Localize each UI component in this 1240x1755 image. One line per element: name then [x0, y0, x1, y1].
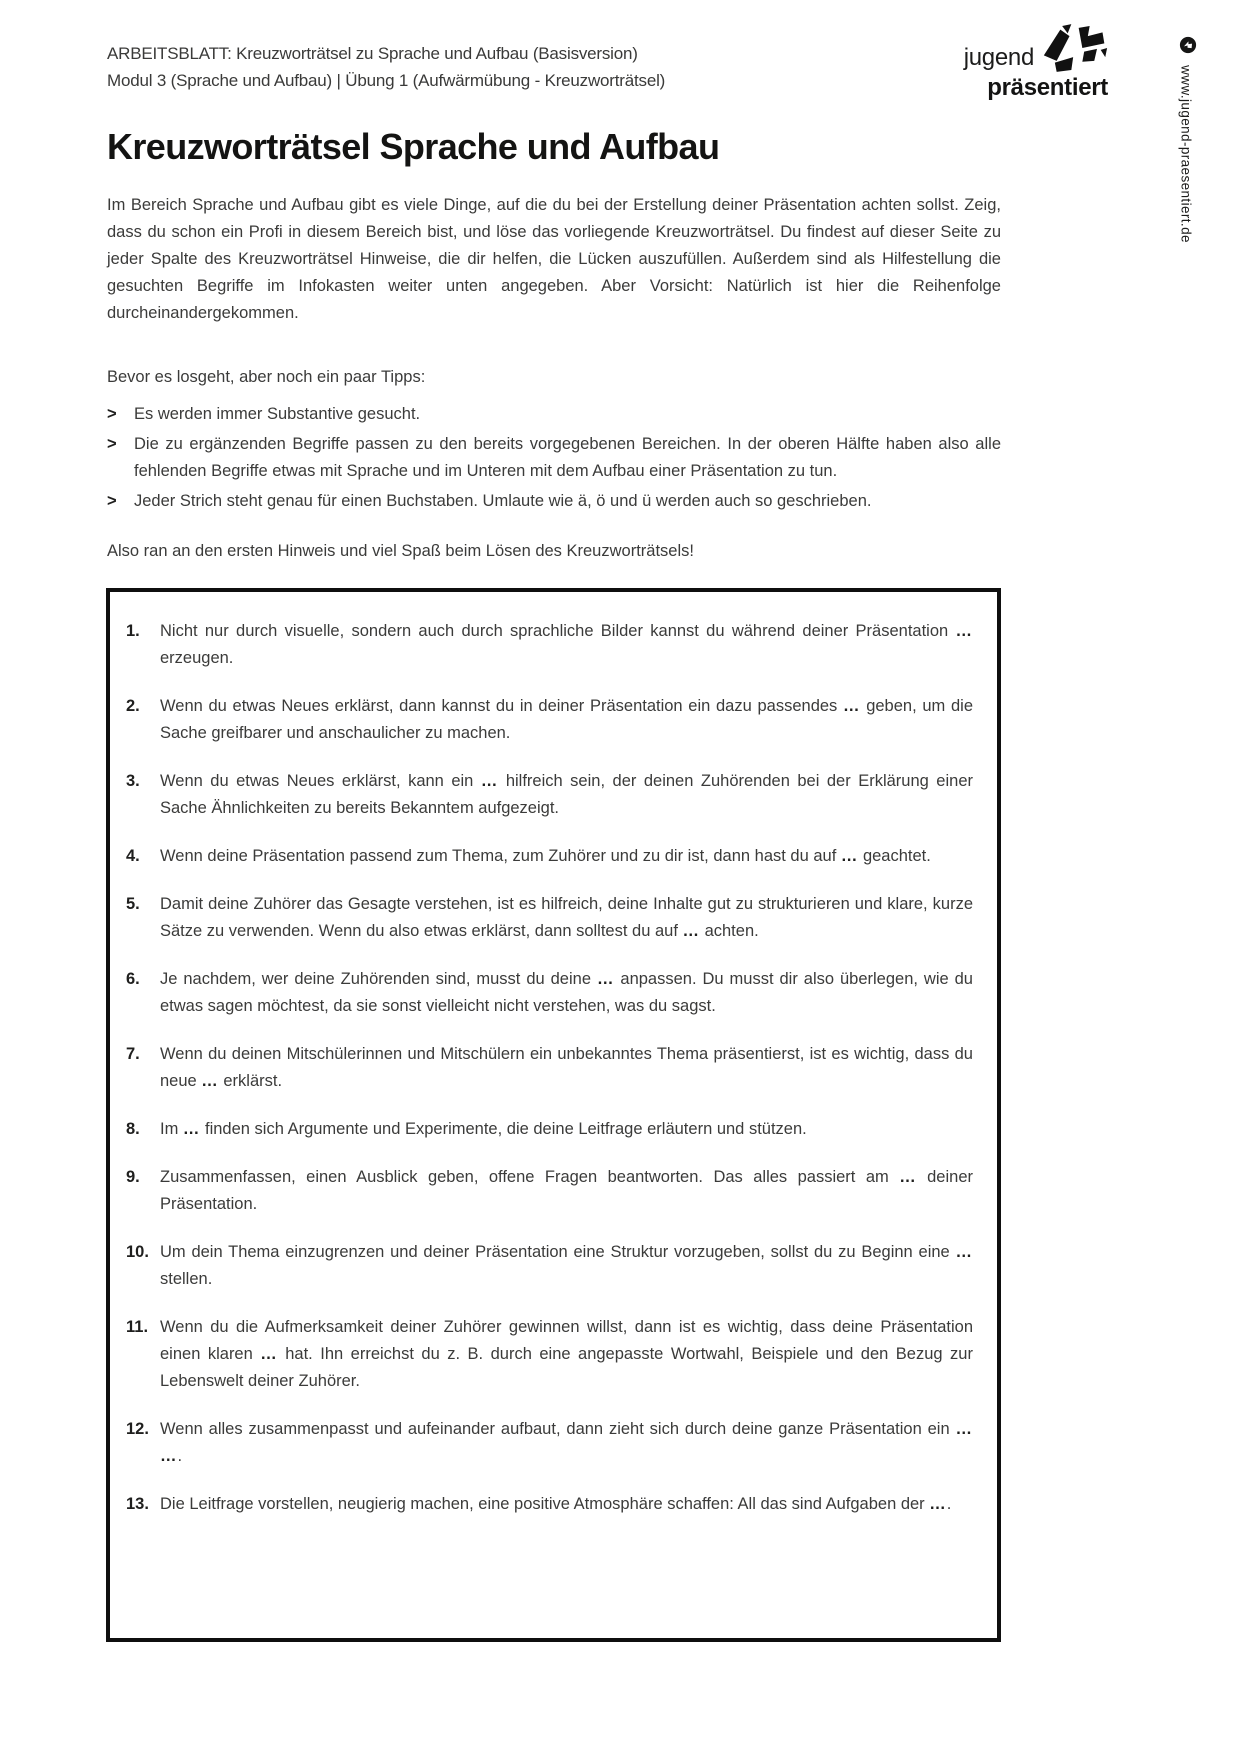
jugend-praesentiert-logo-icon [1042, 24, 1108, 72]
clue-text: Um dein Thema einzugrenzen und deiner Präsentation eine Struktur vorzugeben, sollst du zu Beginn eine … stellen. [160, 1243, 973, 1288]
clue-item [123, 1416, 973, 1470]
clue-number: 9. [126, 1168, 140, 1186]
clue-item [123, 618, 973, 672]
copyright-arrow-icon [1180, 36, 1198, 54]
blank-placeholder: … [260, 1345, 278, 1363]
tips-intro: Bevor es losgeht, aber noch ein paar Tipps: [107, 368, 426, 386]
blank-placeholder: … [480, 772, 499, 790]
blank-placeholder: … [840, 847, 859, 865]
blank-placeholder: … [596, 970, 615, 988]
clue-text: Je nachdem, wer deine Zuhörenden sind, musst du deine … anpassen. Du musst dir also überlegen, wie du etwas sagen möchtest, da sie sonst vielleicht nicht verstehen, was du sagst. [160, 970, 973, 1015]
clue-number: 7. [126, 1045, 140, 1063]
call-to-action: Also ran an den ersten Hinweis und viel Spaß beim Lösen des Kreuzworträtsels! [107, 542, 694, 560]
clue-text: Damit deine Zuhörer das Gesagte verstehen, ist es hilfreich, deine Inhalte gut zu strukturieren und klare, kurze Sätze zu verwenden. Wenn du also etwas erklärst, dann solltest du auf … achten. [160, 895, 973, 940]
clue-number: 3. [126, 772, 140, 790]
clue-text: Wenn du deinen Mitschülerinnen und Mitschülern ein unbekanntes Thema präsentierst, ist es wichtig, dass du neue … erklärst. [160, 1045, 973, 1090]
clue-item [123, 1491, 973, 1518]
logo-word-jugend: jugend [963, 44, 1034, 71]
tip-text: Es werden immer Substantive gesucht. [134, 405, 421, 423]
clue-item [123, 1314, 973, 1395]
clue-number: 8. [126, 1120, 140, 1138]
tip-bullet: > [107, 405, 117, 423]
intro-paragraph: Im Bereich Sprache und Aufbau gibt es viele Dinge, auf die du bei der Erstellung deiner Präsentation achten sollst. Zeig, dass du schon ein Profi in diesem Bereich bist, und löse das vorliegende Kreuzworträtsel. Du findest auf dieser Seite zu jeder Spalte des Kreuzworträtsel Hinweise, die dir helfen, die Lücken auszufüllen. Außerdem sind als Hilfestellung die gesuchten Begriffe im Infokasten weiter unten angegeben. Aber Vorsicht: Natürlich ist hier die Reihenfolge durcheinandergekommen. [107, 196, 1001, 322]
clue-item [123, 891, 973, 945]
clue-box [106, 588, 1001, 1642]
header-line-2: Modul 3 (Sprache und Aufbau) | Übung 1 (Aufwärmübung - Kreuzworträtsel) [107, 71, 666, 90]
clue-text: Zusammenfassen, einen Ausblick geben, offene Fragen beantworten. Das alles passiert am … deiner Präsentation. [160, 1168, 973, 1213]
tip-item [107, 401, 1001, 428]
clue-text: Wenn du etwas Neues erklärst, dann kannst du in deiner Präsentation ein dazu passendes … geben, um die Sache greifbarer und anschaulicher zu machen. [160, 697, 973, 742]
side-credit [1175, 36, 1198, 243]
clue-number: 4. [126, 847, 140, 865]
clue-number: 6. [126, 970, 140, 988]
blank-placeholder: … [201, 1072, 219, 1090]
blank-placeholder: … [160, 1447, 178, 1465]
clue-number: 13. [126, 1495, 149, 1513]
jugend-praesentiert-logo [848, 26, 1108, 108]
tip-item [107, 431, 1001, 485]
clue-text: Nicht nur durch visuelle, sondern auch durch sprachliche Bilder kannst du während deiner Präsentation … erzeugen. [160, 622, 973, 667]
clue-item [123, 1116, 973, 1143]
clue-item [123, 843, 973, 870]
tip-bullet: > [107, 435, 117, 453]
clue-text: Wenn du etwas Neues erklärst, kann ein … hilfreich sein, der deinen Zuhörenden bei der Erklärung einer Sache Ähnlichkeiten zu bereits Bekanntem aufgezeigt. [160, 772, 973, 817]
clue-item [123, 1164, 973, 1218]
tip-text: Die zu ergänzenden Begriffe passen zu den bereits vorgegebenen Bereichen. In der oberen Hälfte haben also alle fehlenden Begriffe etwas mit Sprache und im Unteren mit dem Aufbau einer Präsentation zu tun. [134, 435, 1001, 480]
blank-placeholder: … [955, 622, 973, 640]
clue-item [123, 1239, 973, 1293]
page-title: Kreuzworträtsel Sprache und Aufbau [107, 126, 720, 167]
clue-text: Wenn du die Aufmerksamkeit deiner Zuhörer gewinnen willst, dann ist es wichtig, dass deine Präsentation einen klaren … hat. Ihn erreichst du z. B. durch eine angepasste Wortwahl, Beispiele und den Bezug zur Lebenswelt deiner Zuhörer. [160, 1318, 973, 1390]
clue-item [123, 1041, 973, 1095]
tips-list [107, 401, 1001, 518]
clue-text: Wenn alles zusammenpasst und aufeinander aufbaut, dann zieht sich durch deine ganze Präsentation ein … …. [160, 1420, 973, 1465]
blank-placeholder: … [843, 697, 861, 715]
blank-placeholder: … [955, 1243, 973, 1261]
logo-word-praesentiert: präsentiert [987, 74, 1108, 101]
blank-placeholder: … [682, 922, 700, 940]
worksheet-header [107, 40, 665, 94]
clue-number: 12. [126, 1420, 149, 1438]
clue-number: 1. [126, 622, 140, 640]
clue-text: Im … finden sich Argumente und Experimente, die deine Leitfrage erläutern und stützen. [160, 1120, 807, 1138]
clue-text: Wenn deine Präsentation passend zum Thema, zum Zuhörer und zu dir ist, dann hast du auf … geachtet. [160, 847, 931, 865]
blank-placeholder: … [955, 1420, 973, 1438]
website-url: www.jugend-praesentiert.de [1178, 65, 1194, 243]
clue-text: Die Leitfrage vorstellen, neugierig machen, eine positive Atmosphäre schaffen: All das sind Aufgaben der …. [160, 1495, 952, 1513]
tip-text: Jeder Strich steht genau für einen Buchstaben. Umlaute wie ä, ö und ü werden auch so geschrieben. [134, 492, 872, 510]
clue-item [123, 966, 973, 1020]
clue-number: 2. [126, 697, 140, 715]
blank-placeholder: … [182, 1120, 201, 1138]
tip-bullet: > [107, 492, 117, 510]
blank-placeholder: … [899, 1168, 917, 1186]
tip-item [107, 488, 1001, 515]
clue-number: 11. [126, 1318, 149, 1336]
blank-placeholder: … [929, 1495, 947, 1513]
clue-number: 10. [126, 1243, 149, 1261]
clue-item [123, 693, 973, 747]
clue-item [123, 768, 973, 822]
header-line-1: ARBEITSBLATT: Kreuzworträtsel zu Sprache und Aufbau (Basisversion) [107, 44, 638, 63]
clue-number: 5. [126, 895, 140, 913]
